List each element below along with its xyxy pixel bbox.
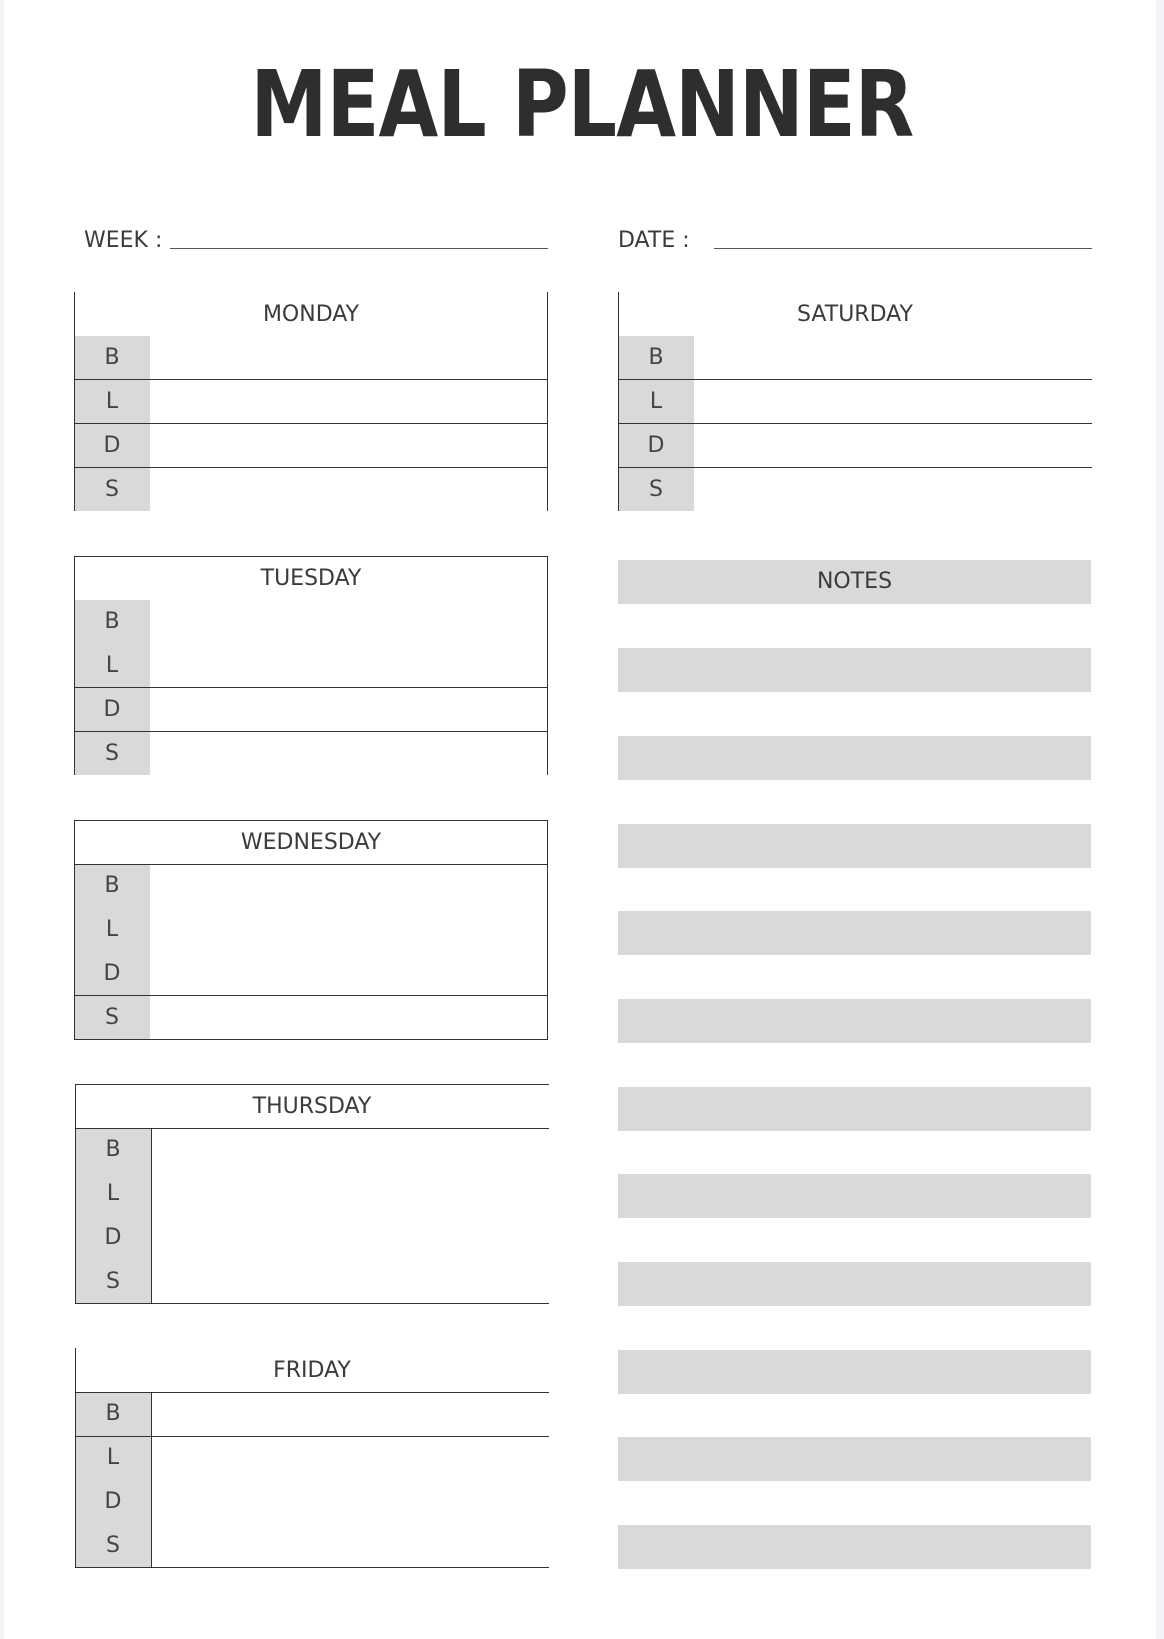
meal-label-breakfast: B	[104, 345, 120, 370]
day-title-saturday: SATURDAY	[797, 302, 913, 327]
column-divider	[151, 1128, 152, 1304]
border-bottom	[75, 1567, 549, 1568]
meal-label-dinner: D	[647, 433, 665, 458]
meal-label-lunch: L	[105, 653, 119, 678]
border-bottom	[74, 1039, 548, 1040]
meal-label-lunch: L	[105, 917, 119, 942]
border-left	[74, 292, 75, 511]
border-right	[547, 820, 548, 1040]
border-top	[75, 1084, 549, 1085]
notes-line[interactable]	[618, 1262, 1091, 1306]
meal-label-snack: S	[649, 477, 663, 502]
notes-line[interactable]	[618, 911, 1091, 955]
week-input-line[interactable]	[170, 248, 548, 249]
notes-line[interactable]	[618, 1525, 1091, 1569]
meal-label-breakfast: B	[105, 1137, 121, 1162]
day-title-friday: FRIDAY	[273, 1358, 351, 1383]
meal-label-dinner: D	[104, 1489, 122, 1514]
meal-label-snack: S	[105, 1005, 119, 1030]
border-left	[75, 1084, 76, 1304]
border-left	[74, 820, 75, 1040]
day-title-monday: MONDAY	[262, 302, 360, 327]
row-divider	[74, 687, 548, 688]
column-divider	[151, 1392, 152, 1568]
meal-label-breakfast: B	[105, 1401, 121, 1426]
meal-label-lunch: L	[105, 389, 119, 414]
day-title-thursday: THURSDAY	[252, 1094, 372, 1119]
meal-label-breakfast: B	[104, 609, 120, 634]
notes-line[interactable]	[618, 648, 1091, 692]
notes-line[interactable]	[618, 1437, 1091, 1481]
border-left	[618, 292, 619, 511]
border-right	[547, 292, 548, 511]
week-label: WEEK :	[84, 228, 163, 253]
meal-label-dinner: D	[104, 1225, 122, 1250]
row-divider	[618, 379, 1092, 380]
day-title-tuesday: TUESDAY	[260, 566, 362, 591]
day-title-wednesday: WEDNESDAY	[240, 830, 382, 855]
meal-label-lunch: L	[106, 1181, 120, 1206]
notes-line[interactable]	[618, 999, 1091, 1043]
meal-label-snack: S	[106, 1269, 120, 1294]
row-divider	[74, 731, 548, 732]
row-divider	[618, 467, 1092, 468]
meal-label-breakfast: B	[104, 873, 120, 898]
meal-label-snack: S	[105, 477, 119, 502]
row-divider	[618, 423, 1092, 424]
border-left	[75, 1348, 76, 1568]
row-divider	[74, 467, 548, 468]
meal-label-breakfast: B	[648, 345, 664, 370]
header-divider	[75, 1128, 549, 1129]
header-divider	[74, 864, 548, 865]
border-top	[74, 556, 548, 557]
row-divider	[74, 995, 548, 996]
notes-line[interactable]	[618, 1350, 1091, 1394]
row-divider	[74, 379, 548, 380]
meal-label-dinner: D	[103, 433, 121, 458]
meal-label-dinner: D	[103, 961, 121, 986]
row-divider	[74, 423, 548, 424]
meal-label-snack: S	[106, 1533, 120, 1558]
notes-line[interactable]	[618, 736, 1091, 780]
header-divider	[75, 1392, 549, 1393]
meal-label-snack: S	[105, 741, 119, 766]
notes-title: NOTES	[816, 569, 893, 594]
notes-line[interactable]	[618, 1174, 1091, 1218]
notes-line[interactable]	[618, 1087, 1091, 1131]
page-title: MEAL PLANNER	[250, 51, 914, 158]
date-input-line[interactable]	[714, 248, 1092, 249]
border-left	[74, 556, 75, 775]
meal-label-lunch: L	[649, 389, 663, 414]
border-bottom	[75, 1303, 549, 1304]
meal-label-dinner: D	[103, 697, 121, 722]
row-divider	[75, 1436, 549, 1437]
meal-label-lunch: L	[106, 1445, 120, 1470]
border-right	[547, 556, 548, 775]
date-label: DATE :	[618, 228, 690, 253]
border-top	[74, 820, 548, 821]
notes-line[interactable]	[618, 824, 1091, 868]
